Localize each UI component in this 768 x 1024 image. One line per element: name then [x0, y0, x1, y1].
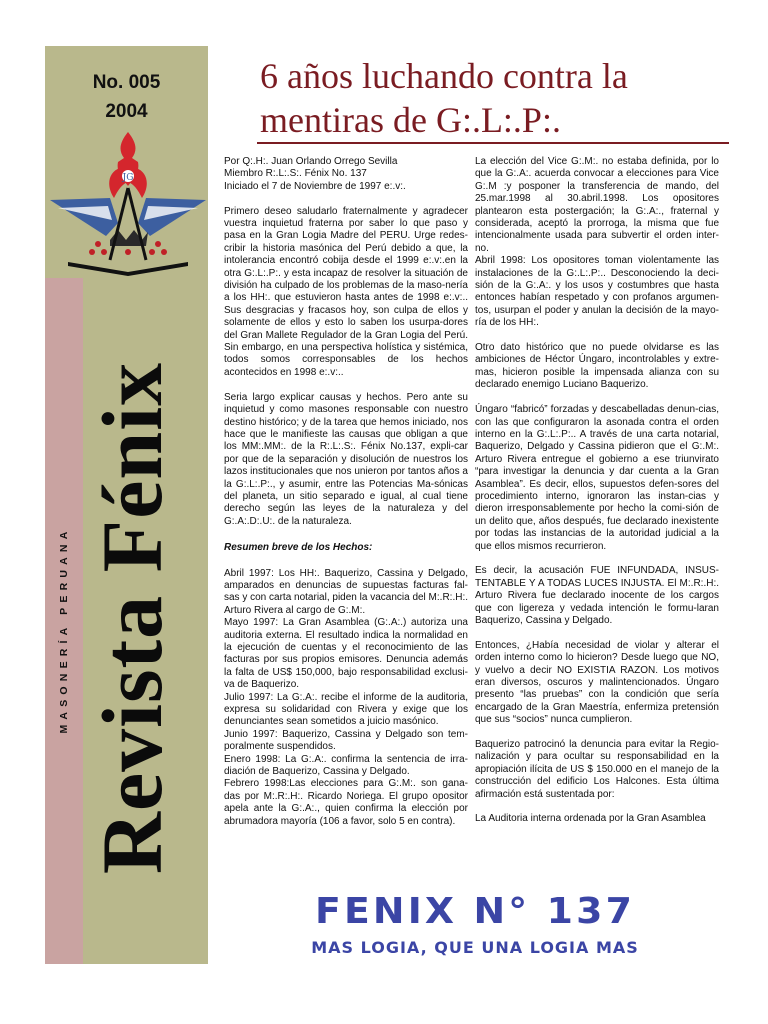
timeline-entry: Julio 1997: La G:.A:. recibe el informe de la auditoria, expresa su solidaridad con Rivera y exige que los denunciantes sean sometidos a juicio masónico.: [224, 691, 468, 728]
issue-year: 2004: [105, 101, 148, 122]
article-headline: [260, 54, 730, 142]
article-left-column: [224, 156, 468, 828]
paragraph: Úngaro “fabricó” forzadas y descabelladas denun-cias, con las que configuraron la asonada contra el orden interno en la G:.L:.P:.. A través de una carta notarial, Baquerizo, Delgado y Cassina pidieron que el G:.M:. Arturo Rivera entregue el gobierno a ese triunvirato “para investigar la denuncia y dar cuenta a la Gran Asamblea”. Es decir, ellos, supuestos defen-sores del procedimiento interno, ignoraron las instan-cias y dieron irresponsablemente por hecho la comi-sión de un delito que, años después, fue declarado inexistente por todas las instancias de la autoridad judicial a la que ellos mismos recurrieron.: [475, 404, 719, 552]
timeline-entry: Mayo 1997: La Gran Asamblea (G:.A:.) autoriza una auditoria externa. El resultado indica la normalidad en la ejecución de cuentas y el reconocimiento de las facturas por sus propios emisores. Denuncia además la falta de US$ 150,000, bajo responsabilidad exclusi-va de Baquerizo.: [224, 617, 468, 691]
paragraph: Es decir, la acusación FUE INFUNDADA, INSUS-TENTABLE Y A TODAS LUCES INJUSTA. El M:.R:.H:. Arturo Rivera fue declarado inocente de los cargos que con ligereza y vedada intención le formu-laran Baquerizo, Cassina y Delgado.: [475, 565, 719, 626]
banner-subtitle: MAS LOGIA, QUE UNA LOGIA MAS: [311, 938, 639, 957]
article-right-column: [475, 156, 719, 826]
timeline-entry: Abril 1998: Los opositores toman violentamente las instalaciones de la G:.L:.P:.. Desconociendo la deci-sión de la G:.A:. y los usos y costumbres que hasta entonces habían respetado y con profanos argumen-tos, usurpan el poder y anulan la decisión de la mayo-ría de los HH:.: [475, 255, 719, 329]
headline-line-1: 6 años luchando contra la: [260, 56, 628, 96]
paragraph: Primero deseo saludarlo fraternalmente y agradecer vuestra inquietud fraterna por saber lo que paso y pasa en la Gran Logia Madre del PERU. Urge redes-cribir la historia masónica del Perú debido a que, la intolerancia encontró cobija desde el 1999 e:.v:.en la otra G:.L:.P:. y esta incapaz de resolver la situación de división ha culpado de los problemas de la maso-nería a los HH:. que estuvieron hasta antes de 1998 e:.v:.. Sus desgracias y fracasos hoy, son culpa de ellos y solamente de ellos y esto lo saben los usurpa-dores del Gran Mallete Regulador de la Gran Logia del Perú. Sin embargo, en una perspectiva holística y sistémica, todos somos corresponsables de los hechos acontecidos en 1998 e:.v:..: [224, 205, 468, 378]
paragraph: Entonces, ¿Había necesidad de violar y alterar el orden interno como lo hicieron? Desde luego que NO, y vuelvo a decir NO EXISTIA RAZON. Los motivos eran diversos, oscuros y malintencionados. Úngaro presento “las pruebas” con la condición que sería encargado de la Gran Maestría, enfermiza pretensión que sus “socios” nunca cumplieron.: [475, 639, 719, 726]
paragraph: La Auditoria interna ordenada por la Gran Asamblea: [475, 813, 706, 825]
svg-text:JG: JG: [122, 173, 134, 183]
author-line: Por Q:.H:. Juan Orlando Orrego Sevilla: [224, 156, 398, 167]
paragraph: Otro dato histórico que no puede olvidarse es las ambiciones de Héctor Úngaro, incontrolables y extre-mas, hicieron posible la impensada alianza con su declarado enemigo Luciano Baquerizo.: [475, 342, 719, 391]
author-lodge: Miembro R:.L:.S:. Fénix No. 137: [224, 168, 367, 180]
banner-title: FENIX N° 137: [314, 891, 636, 932]
issue-number: No. 005: [92, 72, 161, 93]
timeline-entry: Enero 1998: La G:.A:. confirma la sentencia de irra-diación de Baquerizo, Cassina y Delgado.: [224, 753, 468, 778]
headline-divider: [257, 142, 729, 144]
paragraph: Baquerizo patrocinó la denuncia para evitar la Regio-nalización y para ocultar su responsabilidad en la apropiación ilícita de US $ 150.000 en el manejo de la construcción del edificio Los Halcones. Esta última afirmación está sustentada por:: [475, 739, 719, 800]
headline-line-2: mentiras de G:.L:.P:.: [260, 100, 561, 140]
timeline-entry: Febrero 1998:Las elecciones para G:.M:. son gana-das por M:.R:.H:. Ricardo Noriega. El grupo opositor apela ante la G:.A:., quien confirma la elección por abrumadora mayoría (106 a favor, solo 5 en contra).: [224, 778, 468, 827]
author-initiation: Iniciado el 7 de Noviembre de 1997 e:.v:.: [224, 180, 406, 192]
phoenix-emblem-logo: [48, 128, 208, 278]
timeline-entry: Abril 1997: Los HH:. Baquerizo, Cassina y Delgado, amparados en denuncias de supuestas facturas fal-sas y con carta notarial, piden la vacancia del M:.R:.H:. Arturo Rivera al cargo de G:.M:.: [224, 567, 469, 616]
section-heading: Resumen breve de los Hechos:: [224, 542, 373, 554]
paragraph: Seria largo explicar causas y hechos. Pero ante su inquietud y como masones responsable con nuestro destino histórico; y de la tarea que hemos iniciado, nos hace que le manifieste las causas que obligan a que los MM:.MM:. de la R:.L:.S:. Fénix No.137, expli-car por que de la separación y disolución de nuestros los lazos institucionales que nos unieron por tantos años a la G:.L:.P:., y asumir, entre las Potencias Ma-sónicas del planeta, un sitio separado e igual, al cual tiene derecho según las leyes de la naturaleza y del G:.A:.D:.U:. de la naturaleza.: [224, 391, 468, 527]
paragraph: La elección del Vice G:.M:. no estaba definida, por lo que la G:.A:. acuerda convocar a elecciones para Vice G:.M :y posponer la transferencia de mando, del 25.mar.1998 al 30.abril.1998. Los opositores plantearon esta postergación; la G:.A:., fraternal y considerada, aceptó la prorroga, la misma que fue intencionalmente usada para subvertir el orden inter-no.: [475, 156, 719, 254]
timeline-entry: Junio 1997: Baquerizo, Cassina y Delgado son tem-poralmente suspendidos.: [224, 728, 468, 753]
